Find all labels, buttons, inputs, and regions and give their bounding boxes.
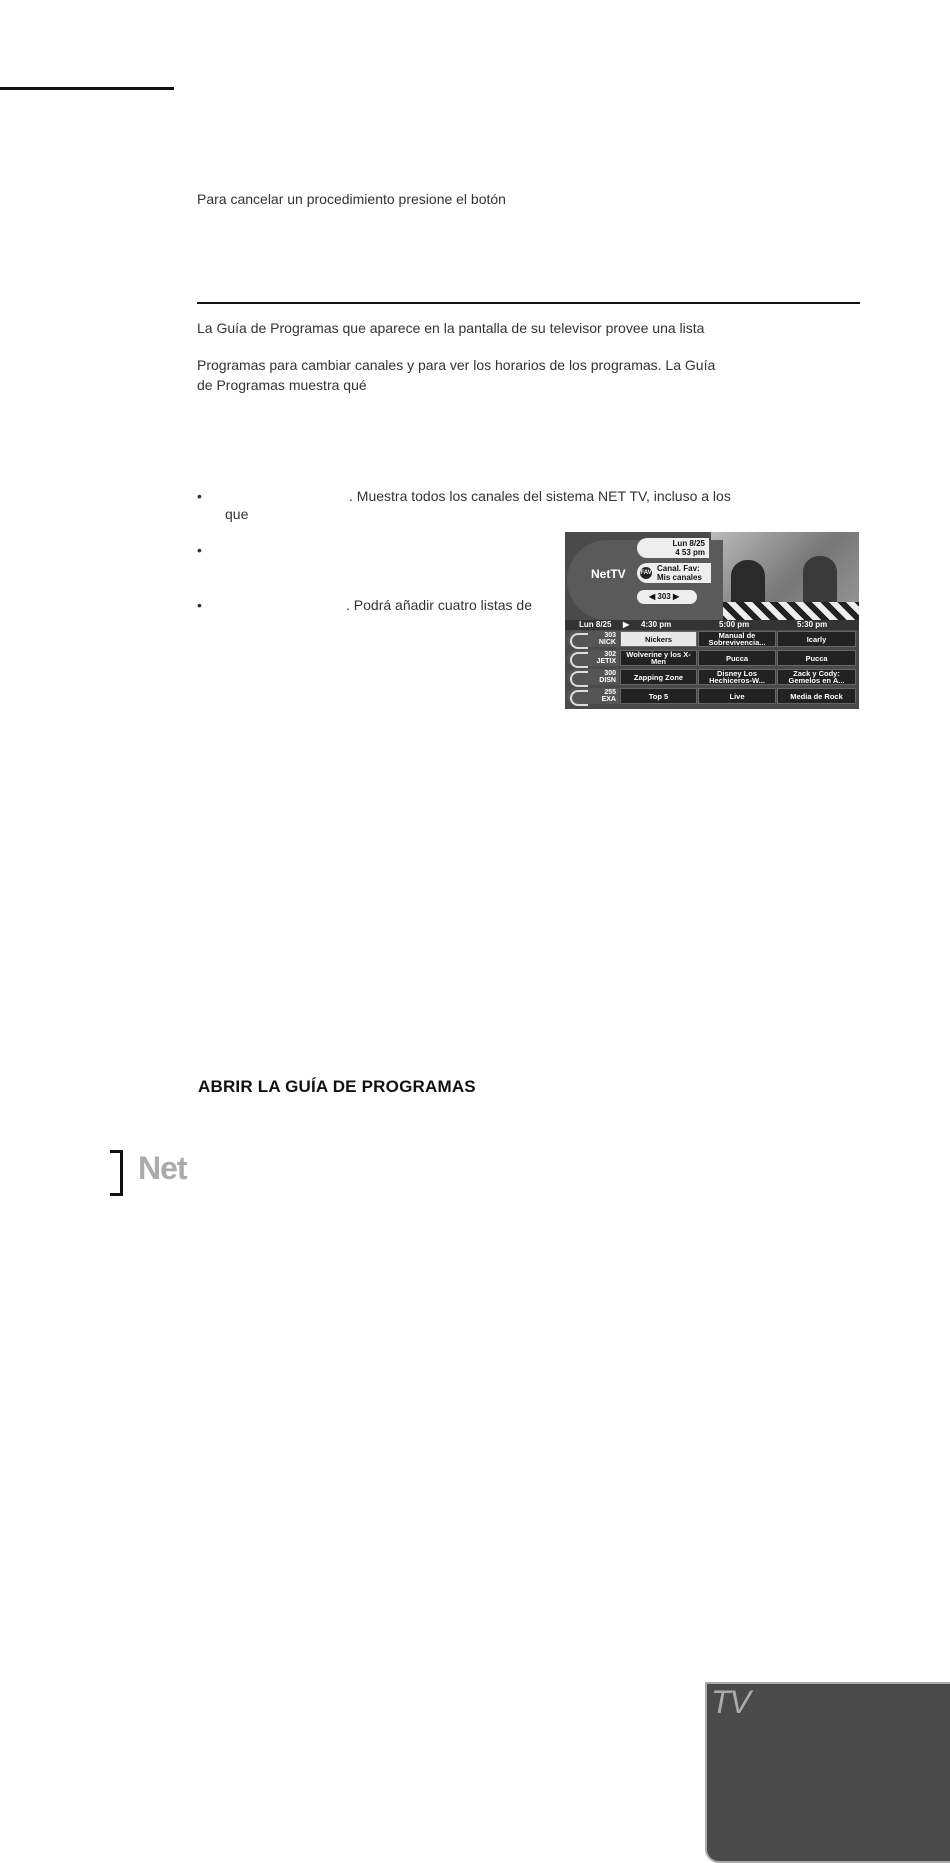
- time-slot: 5:00 pm: [719, 620, 750, 629]
- program-cell[interactable]: Manual de Sobrevivencia...: [698, 631, 776, 647]
- favorite-channels-box[interactable]: [637, 563, 711, 583]
- bullet-marker: •: [197, 597, 202, 613]
- right-arrow-icon: ▶: [672, 592, 680, 601]
- program-cell[interactable]: Nickers: [620, 631, 697, 647]
- guide-header: [565, 532, 859, 620]
- bullet-all-channels-text: . Muestra todos los canales del sistema NET TV, incluso a los: [349, 488, 731, 504]
- bullet-all-channels-text-cont: que: [225, 506, 249, 522]
- section-rule: [197, 302, 860, 304]
- channel-swoosh-icon: [570, 690, 588, 706]
- program-cell[interactable]: Live: [698, 688, 776, 704]
- channel-tag[interactable]: 302 JETIX: [567, 650, 619, 666]
- program-cell[interactable]: Media de Rock: [777, 688, 856, 704]
- program-cell[interactable]: Pucca: [698, 650, 776, 666]
- fav-list-name: Mis canales: [657, 573, 702, 582]
- grid-header: [565, 620, 859, 630]
- channel-swoosh-icon: [570, 652, 588, 668]
- play-icon: ▶: [623, 620, 630, 629]
- program-cell[interactable]: Pucca: [777, 650, 856, 666]
- bullet-favorites-text: . Podrá añadir cuatro listas de: [346, 597, 532, 613]
- intro-paragraph-line2: Programas para cambiar canales y para ver los horarios de los programas. La Guía: [197, 357, 716, 373]
- guide-time: 4 53 pm: [675, 548, 705, 557]
- program-cell[interactable]: Wolverine y los X-Men: [620, 650, 697, 666]
- bullet-marker: •: [197, 542, 202, 558]
- time-slot: 4:30 pm: [641, 620, 672, 629]
- guide-row: [565, 668, 859, 686]
- intro-paragraph-line3: de Programas muestra qué: [197, 377, 367, 393]
- guide-date: Lun 8/25: [672, 539, 705, 548]
- program-cell[interactable]: Icarly: [777, 631, 856, 647]
- guide-row: [565, 649, 859, 667]
- left-arrow-icon: ◀: [649, 592, 656, 601]
- channel-number: 303: [657, 592, 671, 601]
- nettv-logo: NetTV: [591, 567, 626, 581]
- program-cell[interactable]: Top 5: [620, 688, 697, 704]
- section-heading: ABRIR LA GUÍA DE PROGRAMAS: [198, 1077, 476, 1096]
- top-rule: [0, 87, 174, 90]
- channel-selector[interactable]: [637, 590, 697, 604]
- program-cell[interactable]: Zack y Cody: Gemelos en A...: [777, 669, 856, 685]
- program-cell[interactable]: Disney Los Hechiceros-W...: [698, 669, 776, 685]
- date-time-box: [637, 538, 709, 558]
- grid-date: Lun 8/25: [579, 620, 612, 629]
- favorite-icon: FAV: [640, 567, 652, 579]
- footer-nettv-logo: Net TV: [138, 1150, 187, 1187]
- fav-label: Canal. Fav:: [657, 564, 700, 573]
- channel-tag[interactable]: 300 DISN: [567, 669, 619, 685]
- channel-tag[interactable]: 255 EXA: [567, 688, 619, 704]
- tv-guide-screenshot: [565, 532, 859, 709]
- channel-swoosh-icon: [570, 671, 588, 687]
- cancel-instruction: Para cancelar un procedimiento presione el botón: [197, 191, 506, 207]
- channel-swoosh-icon: [570, 633, 588, 649]
- footer-bracket: [110, 1150, 123, 1196]
- program-cell[interactable]: Zapping Zone: [620, 669, 697, 685]
- intro-paragraph-line1: La Guía de Programas que aparece en la pantalla de su televisor provee una lista: [197, 320, 705, 336]
- guide-row: [565, 630, 859, 648]
- bullet-marker: •: [197, 488, 202, 504]
- channel-tag[interactable]: 303 NICK: [567, 631, 619, 647]
- time-slot: 5:30 pm: [797, 620, 828, 629]
- guide-row: [565, 687, 859, 705]
